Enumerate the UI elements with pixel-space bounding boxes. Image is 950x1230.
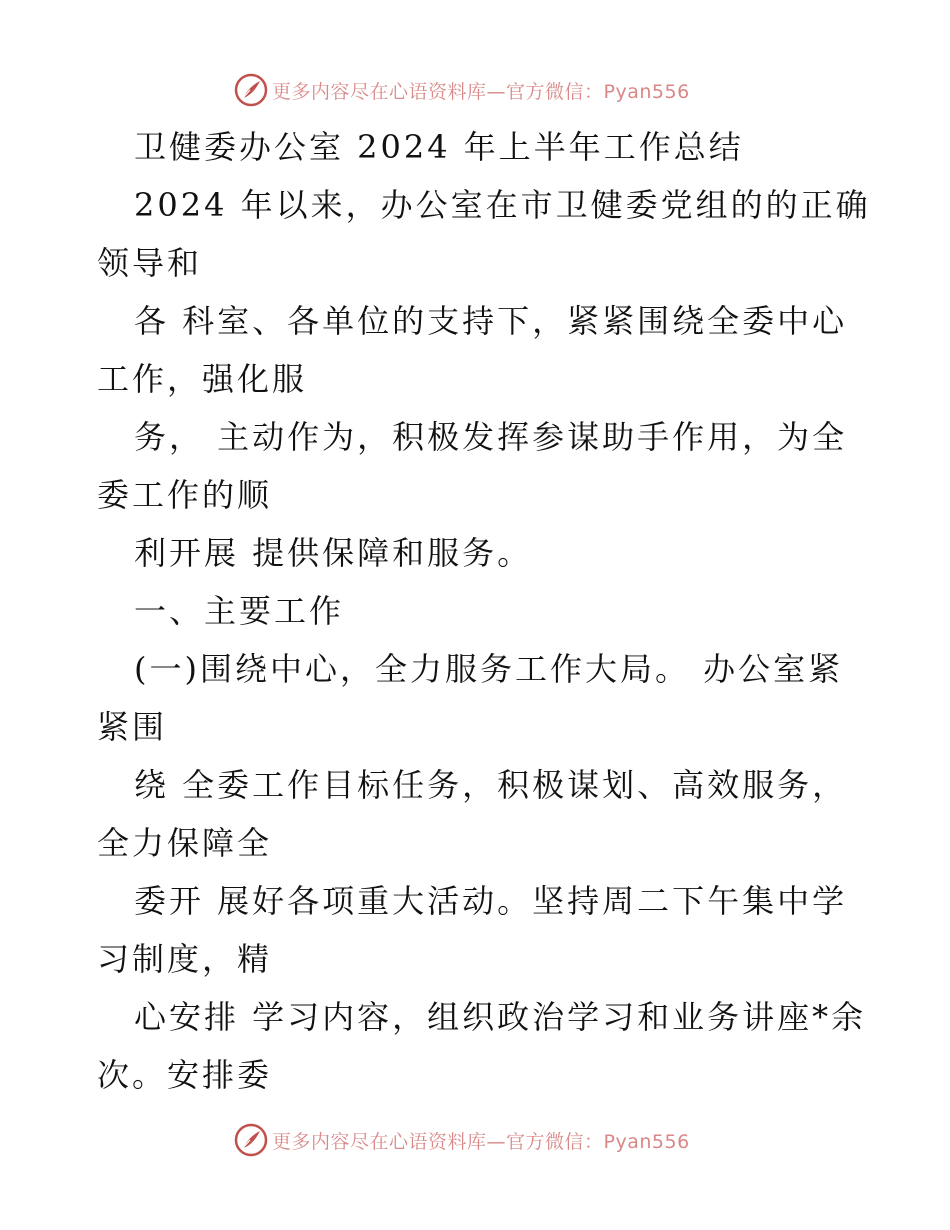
paragraph-line: 心安排 学习内容，组织政治学习和业务讲座*余	[134, 998, 867, 1036]
document-title: 卫健委办公室 2024 年上半年工作总结	[134, 128, 744, 166]
subsection-heading: (一)围绕中心，全力服务工作大局。 办公室紧	[134, 650, 844, 688]
paragraph-line: 习制度，精	[97, 940, 273, 978]
paragraph-line: 工作，强化服	[97, 360, 308, 398]
watermark-header	[234, 72, 690, 108]
paragraph-line: 2024 年以来，办公室在市卫健委党组的的正确	[134, 186, 871, 224]
paragraph-line: 次。安排委	[97, 1056, 273, 1094]
paragraph-line: 利开展 提供保障和服务。	[134, 534, 533, 572]
paragraph-line: 委开 展好各项重大活动。坚持周二下午集中学	[134, 882, 848, 920]
watermark-text: 更多内容尽在心语资料库—官方微信：Pyan556	[272, 1130, 690, 1153]
paragraph-line: 紧围	[97, 708, 168, 746]
paragraph-line: 领导和	[97, 244, 203, 282]
section-heading: 一、主要工作	[134, 592, 345, 630]
quill-logo-icon	[234, 1123, 268, 1157]
paragraph-line: 务， 主动作为，积极发挥参谋助手作用，为全	[134, 418, 848, 456]
paragraph-line: 委工作的顺	[97, 476, 273, 514]
watermark-footer	[234, 1122, 690, 1158]
paragraph-line: 全力保障全	[97, 824, 273, 862]
quill-logo-icon	[234, 73, 268, 107]
paragraph-line: 绕 全委工作目标任务，积极谋划、高效服务，	[134, 766, 848, 804]
paragraph-line: 各 科室、各单位的支持下，紧紧围绕全委中心	[134, 302, 848, 340]
watermark-text: 更多内容尽在心语资料库—官方微信：Pyan556	[272, 80, 690, 103]
